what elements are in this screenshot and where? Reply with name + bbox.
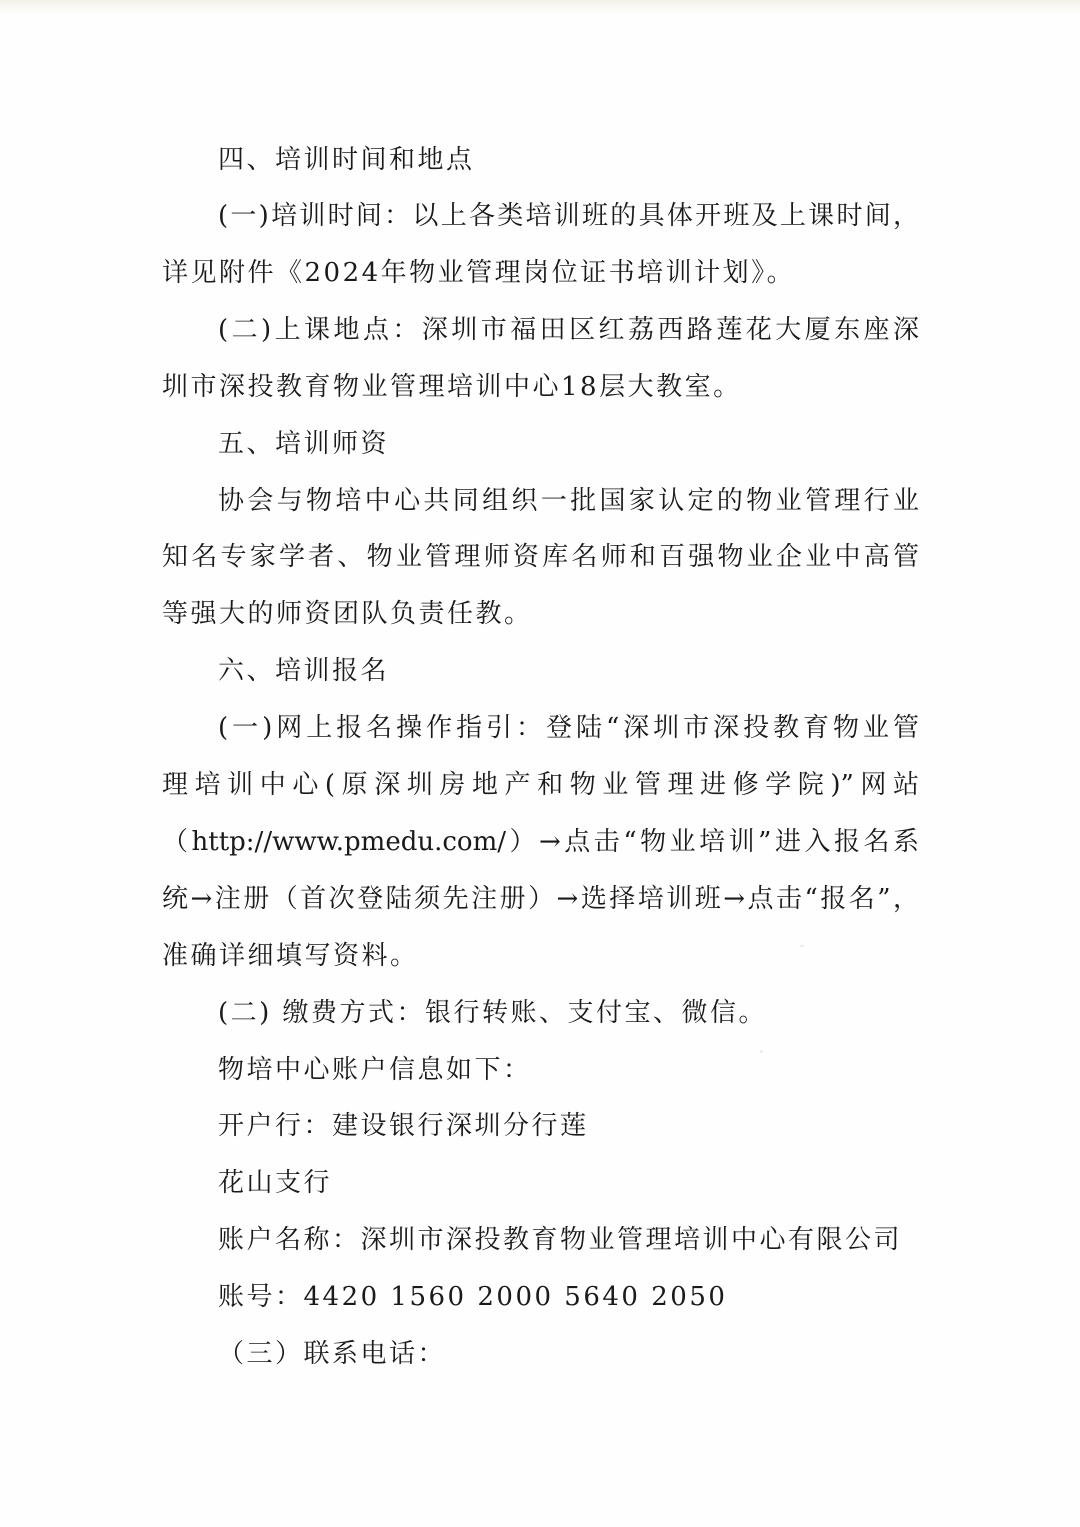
account-info-heading: 物培中心账户信息如下：: [218, 1055, 532, 1085]
heading-section-4: 四、培训时间和地点: [218, 145, 475, 175]
account-name: 账户名称：深圳市深投教育物业管理培训中心有限公司: [218, 1225, 903, 1255]
bank-branch-line: 花山支行: [218, 1168, 333, 1198]
payment-methods: (二) 缴费方式：银行转账、支付宝、微信。: [218, 998, 768, 1028]
paragraph-line: (一)网上报名操作指引：登陆“深圳市深投教育物业管: [218, 713, 919, 743]
paragraph-line: (一)培训时间：以上各类培训班的具体开班及上课时间，: [218, 201, 919, 231]
contact-phone-heading: （三）联系电话：: [218, 1339, 447, 1369]
scan-speck: [760, 1050, 763, 1053]
bank-name-line: 开户行：建设银行深圳分行莲: [218, 1111, 589, 1141]
paragraph-line: 详见附件《2024年物业管理岗位证书培训计划》。: [162, 258, 796, 288]
paragraph-line: 圳市深投教育物业管理培训中心18层大教室。: [162, 372, 742, 402]
paragraph-line-url: （http://www.pmedu.com/）→点击“物业培训”进入报名系: [162, 827, 919, 857]
heading-section-6: 六、培训报名: [218, 656, 390, 686]
scan-speck: [800, 945, 804, 947]
account-number: 账号：4420 1560 2000 5640 2050: [218, 1282, 728, 1312]
paragraph-line: 知名专家学者、物业管理师资库名师和百强物业企业中高管: [162, 542, 919, 572]
scan-edge: [0, 0, 1080, 14]
paragraph-line: 等强大的师资团队负责任教。: [162, 599, 533, 629]
paragraph-line: 理培训中心(原深圳房地产和物业管理进修学院)”网站: [162, 770, 919, 800]
heading-section-5: 五、培训师资: [218, 429, 390, 459]
paragraph-line: 协会与物培中心共同组织一批国家认定的物业管理行业: [218, 486, 919, 516]
paragraph-line: 统→注册（首次登陆须先注册）→选择培训班→点击“报名”，: [162, 884, 919, 914]
paragraph-line: 准确详细填写资料。: [162, 941, 419, 971]
paragraph-line: (二)上课地点：深圳市福田区红荔西路莲花大厦东座深: [218, 315, 919, 345]
